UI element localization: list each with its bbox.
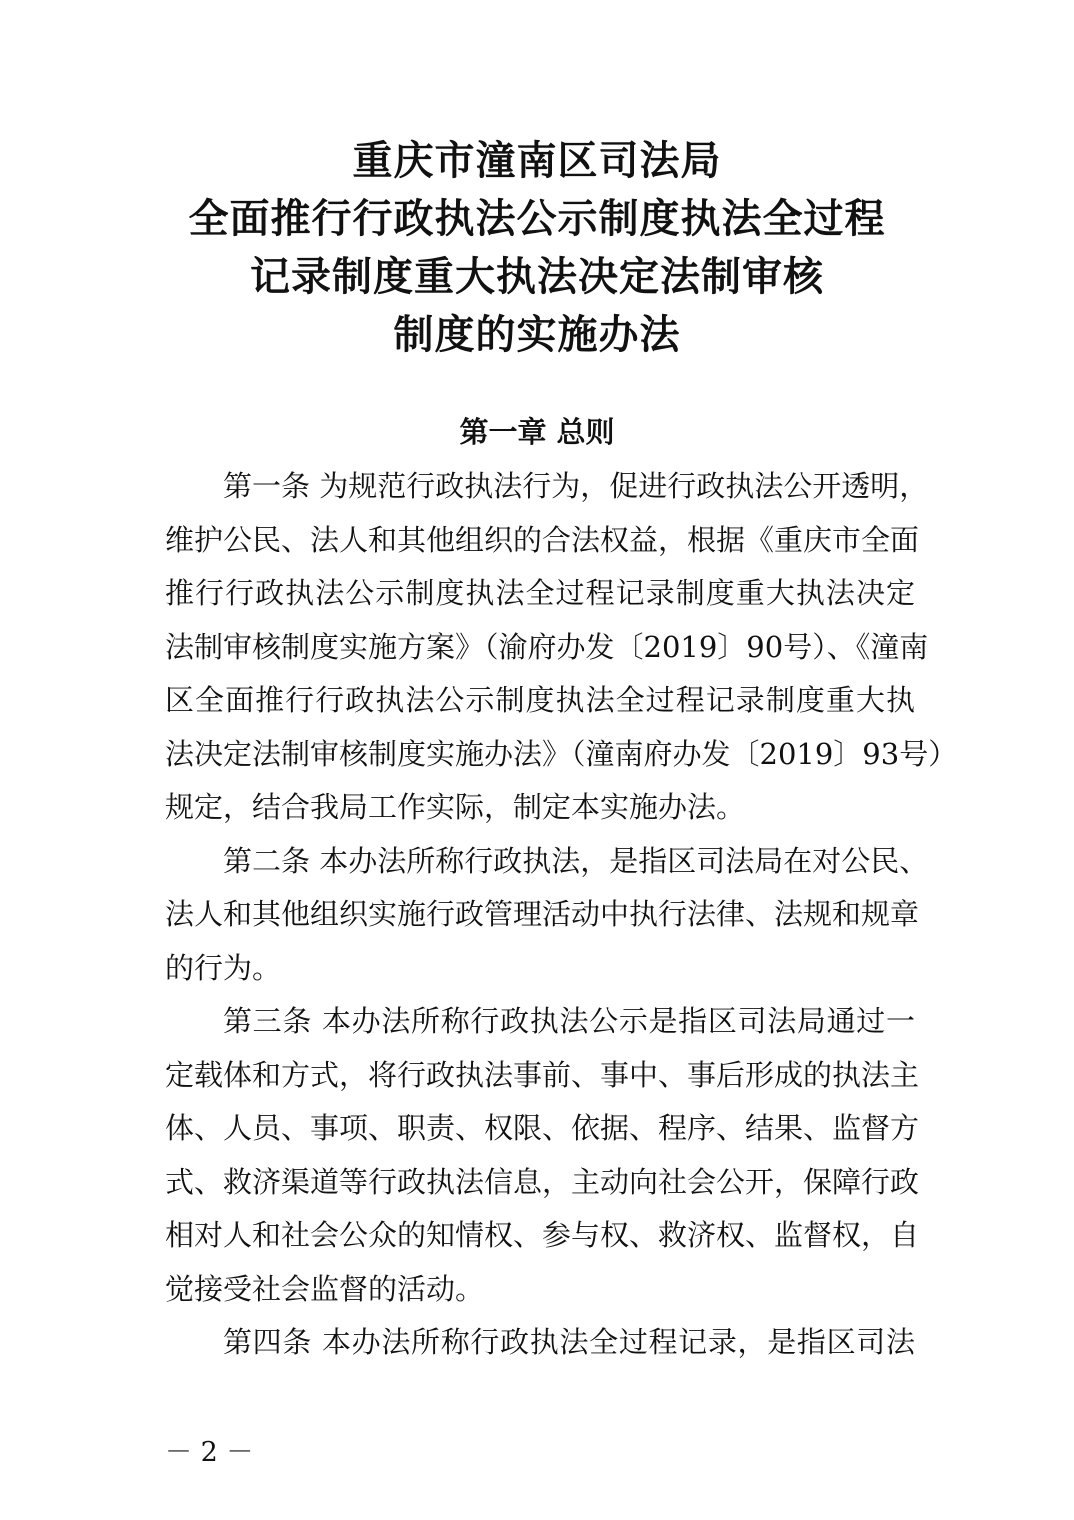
article-2-line-2: 法人和其他组织实施行政管理活动中执行法律、法规和规章 xyxy=(165,897,920,931)
article-3-line-4: 式、救济渠道等行政执法信息，主动向社会公开，保障行政 xyxy=(165,1164,920,1199)
title-line-1: 重庆市潼南区司法局 xyxy=(352,137,722,184)
article-2 xyxy=(165,835,929,996)
title-line-3: 记录制度重大执法决定法制审核 xyxy=(250,253,824,300)
title-line-2: 全面推行行政执法公示制度执法全过程 xyxy=(188,195,886,242)
article-3-line-1: 第三条 本办法所称行政执法公示是指区司法局通过一 xyxy=(223,1004,915,1038)
article-1 xyxy=(165,460,958,835)
chapter-heading: 第一章 总则 xyxy=(459,415,615,449)
article-1-line-1: 第一条 为规范行政执法行为，促进行政执法公开透明， xyxy=(223,469,929,503)
document-title xyxy=(0,132,1074,364)
article-4-line-1: 第四条 本办法所称行政执法全过程记录，是指区司法 xyxy=(223,1325,915,1359)
article-1-line-6: 法决定法制审核制度实施办法》（潼南府办发〔2019〕93号） xyxy=(165,736,958,771)
article-1-line-4: 法制审核制度实施方案》（渝府办发〔2019〕90号）、《潼南 xyxy=(165,629,929,664)
article-3-line-5: 相对人和社会公众的知情权、参与权、救济权、监督权，自 xyxy=(165,1218,920,1252)
article-2-line-1: 第二条 本办法所称行政执法，是指区司法局在对公民、 xyxy=(223,843,929,878)
article-1-line-5: 区全面推行行政执法公示制度执法全过程记录制度重大执 xyxy=(165,683,915,717)
article-1-line-7: 规定，结合我局工作实际，制定本实施办法。 xyxy=(165,790,746,824)
document-body xyxy=(165,460,958,1370)
article-1-line-2: 维护公民、法人和其他组织的合法权益，根据《重庆市全面 xyxy=(165,522,920,557)
article-3-line-3: 体、人员、事项、职责、权限、依据、程序、结果、监督方 xyxy=(165,1111,920,1145)
article-3 xyxy=(165,995,920,1316)
article-1-line-3: 推行行政执法公示制度执法全过程记录制度重大执法决定 xyxy=(165,576,915,610)
article-2-line-3: 的行为。 xyxy=(165,950,282,985)
article-3-line-2: 定载体和方式，将行政执法事前、事中、事后形成的执法主 xyxy=(165,1057,920,1092)
article-3-line-6: 觉接受社会监督的活动。 xyxy=(165,1271,485,1306)
page-number: － 2 － xyxy=(165,1437,254,1468)
title-line-4: 制度的实施办法 xyxy=(393,311,681,358)
article-4 xyxy=(165,1316,915,1370)
